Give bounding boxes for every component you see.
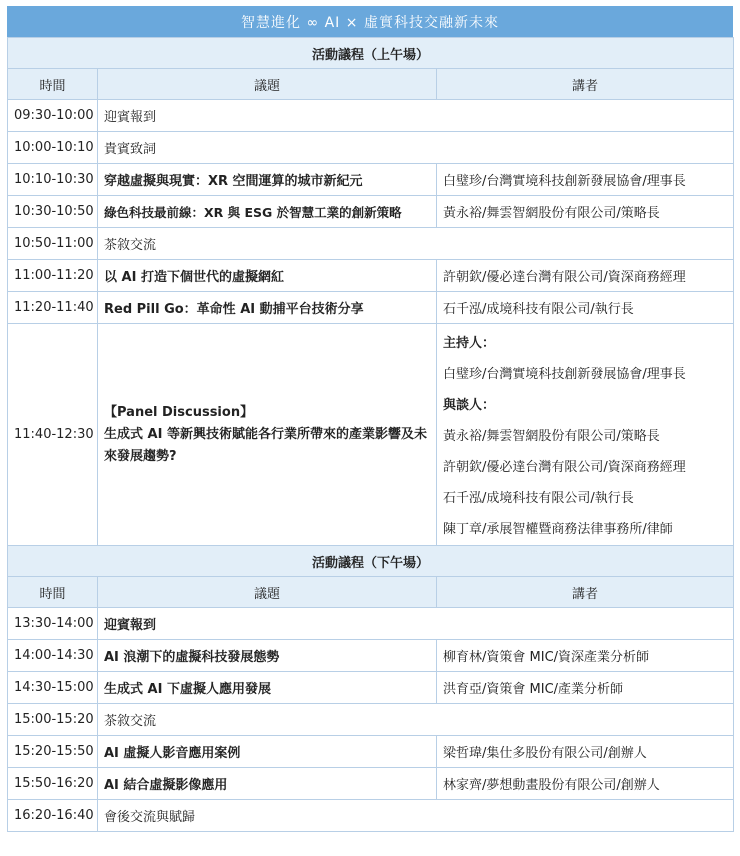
row-topic: 穿越虛擬與現實：XR 空間運算的城市新紀元 [98,164,437,196]
table-row [8,768,734,800]
morning-section-row [8,38,734,69]
header-time: 時間 [8,577,98,608]
row-time: 09:30-10:00 [8,100,98,132]
row-speaker: 梁哲瑋/集仕多股份有限公司/創辦人 [437,736,734,768]
table-row [8,292,734,324]
row-time: 10:10-10:30 [8,164,98,196]
row-topic: 綠色科技最前線：XR 與 ESG 於智慧工業的創新策略 [98,196,437,228]
row-time: 11:20-11:40 [8,292,98,324]
header-time: 時間 [8,69,98,100]
row-speaker: 黃永裕/舞雲智網股份有限公司/策略長 [437,196,734,228]
panelist-name: 陳丁章/承展智權暨商務法律事務所/律師 [443,522,673,537]
row-topic: 茶敘交流 [98,704,734,736]
morning-section-title: 活動議程（上午場） [8,38,734,69]
panel-topic: 生成式 AI 等新興技術賦能各行業所帶來的產業影響及未來發展趨勢? [104,426,427,464]
row-topic: AI 結合虛擬影像應用 [98,768,437,800]
table-row [8,800,734,832]
row-time: 15:50-16:20 [8,768,98,800]
table-row [8,260,734,292]
header-topic: 議題 [98,69,437,100]
table-row [8,640,734,672]
row-time: 14:00-14:30 [8,640,98,672]
panelist-label: 與談人： [443,398,496,413]
row-speaker: 白璧珍/台灣實境科技創新發展協會/理事長 [437,164,734,196]
panel-time: 11:40-12:30 [8,324,98,546]
row-speaker: 許朝欽/優必達台灣有限公司/資深商務經理 [437,260,734,292]
panelist-name: 許朝欽/優必達台灣有限公司/資深商務經理 [443,460,686,475]
row-time: 10:50-11:00 [8,228,98,260]
panel-topic-cell [98,324,437,546]
row-topic: 生成式 AI 下虛擬人應用發展 [98,672,437,704]
row-topic: 茶敘交流 [98,228,734,260]
row-time: 13:30-14:00 [8,608,98,640]
host-name: 白璧珍/台灣實境科技創新發展協會/理事長 [443,367,686,382]
row-topic: 會後交流與賦歸 [98,800,734,832]
table-row [8,164,734,196]
morning-header-row [8,69,734,100]
row-speaker: 柳育林/資策會 MIC/資深產業分析師 [437,640,734,672]
row-time: 10:30-10:50 [8,196,98,228]
panelist-name: 黃永裕/舞雲智網股份有限公司/策略長 [443,429,660,444]
row-topic: Red Pill Go：革命性 AI 動捕平台技術分享 [98,292,437,324]
table-row [8,704,734,736]
row-time: 11:00-11:20 [8,260,98,292]
header-topic: 議題 [98,577,437,608]
row-time: 14:30-15:00 [8,672,98,704]
row-time: 10:00-10:10 [8,132,98,164]
panel-speakers-cell [437,324,734,546]
panel-label: 【Panel Discussion】 [104,404,254,420]
agenda-container [7,6,733,832]
table-row [8,608,734,640]
row-topic: AI 浪潮下的虛擬科技發展態勢 [98,640,437,672]
row-time: 15:20-15:50 [8,736,98,768]
table-row [8,100,734,132]
header-speaker: 講者 [437,577,734,608]
table-row [8,736,734,768]
host-label: 主持人： [443,336,496,351]
row-time: 16:20-16:40 [8,800,98,832]
row-topic: 貴賓致詞 [98,132,734,164]
row-topic: 迎賓報到 [98,100,734,132]
panel-row [8,324,734,546]
afternoon-section-title: 活動議程（下午場） [8,546,734,577]
row-topic: 迎賓報到 [98,608,734,640]
row-topic: 以 AI 打造下個世代的虛擬網紅 [98,260,437,292]
row-topic: AI 虛擬人影音應用案例 [98,736,437,768]
panelist-name: 石千泓/成境科技有限公司/執行長 [443,491,634,506]
table-row [8,132,734,164]
afternoon-section-row [8,546,734,577]
table-row [8,672,734,704]
row-time: 15:00-15:20 [8,704,98,736]
event-title: 智慧進化 ∞ AI × 虛實科技交融新未來 [7,6,733,37]
row-speaker: 林家齊/夢想動畫股份有限公司/創辦人 [437,768,734,800]
agenda-table [7,37,734,832]
table-row [8,196,734,228]
header-speaker: 講者 [437,69,734,100]
table-row [8,228,734,260]
row-speaker: 洪育亞/資策會 MIC/產業分析師 [437,672,734,704]
row-speaker: 石千泓/成境科技有限公司/執行長 [437,292,734,324]
afternoon-header-row [8,577,734,608]
